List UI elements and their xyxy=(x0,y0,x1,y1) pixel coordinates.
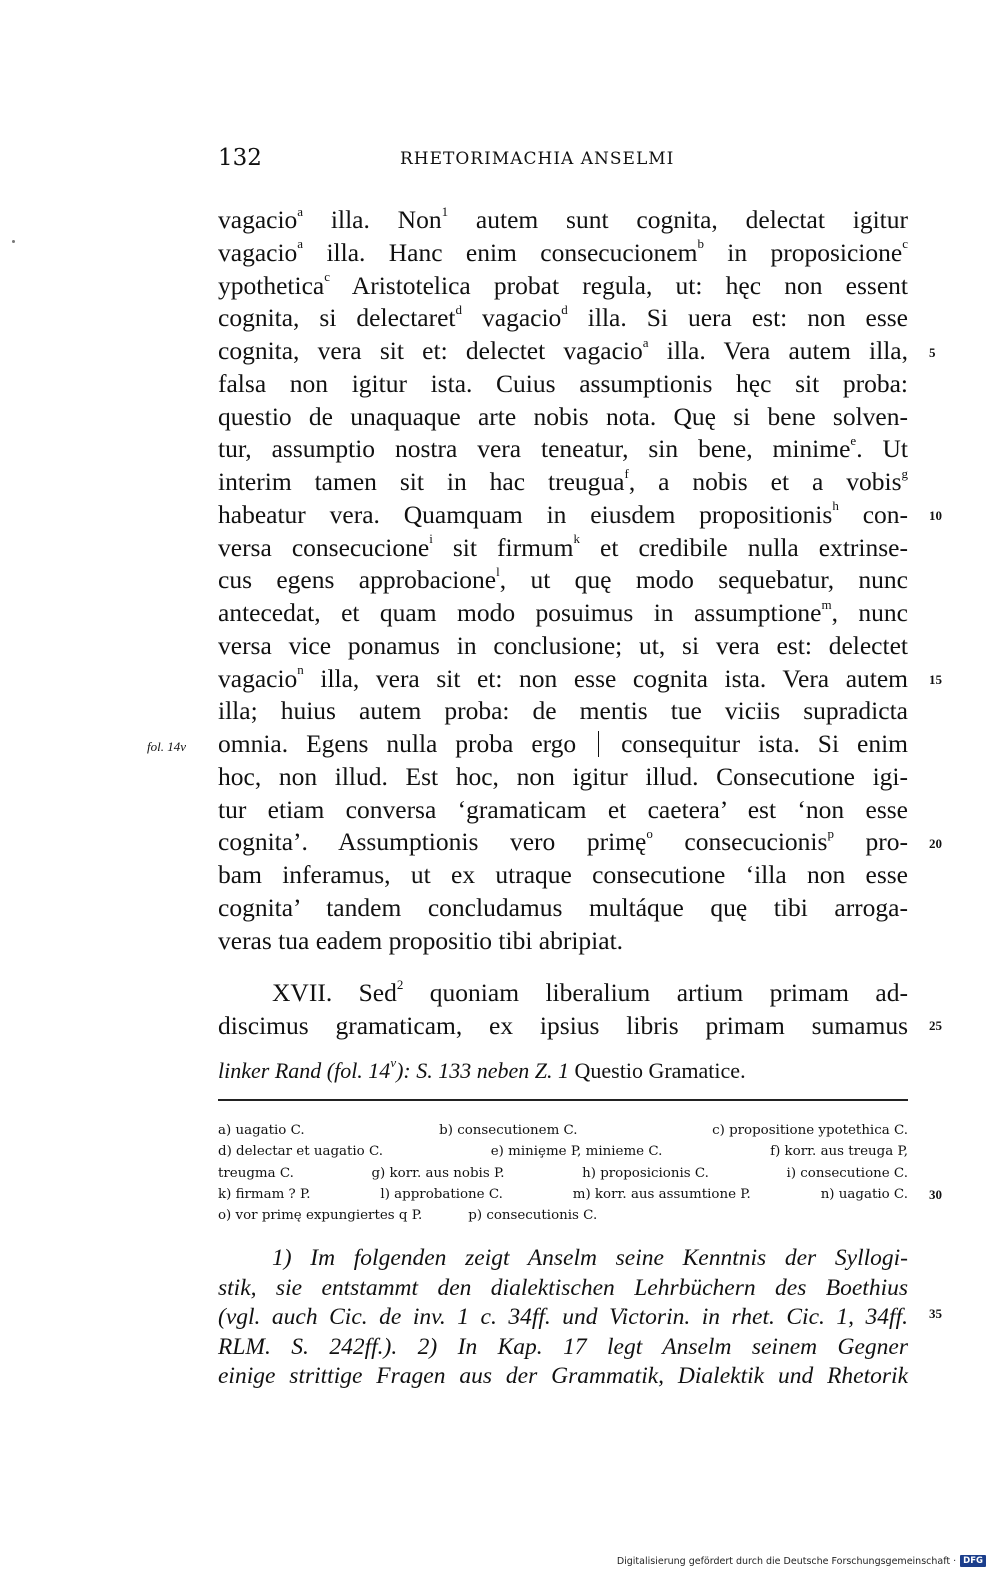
text-segment: cognita, vera sit et: delectet vagacio xyxy=(218,336,643,365)
line-number: 35 xyxy=(929,1306,942,1321)
line-number: 15 xyxy=(929,672,942,687)
text-line xyxy=(272,977,908,1009)
text-line xyxy=(218,401,908,433)
text-line xyxy=(218,335,908,367)
apparatus-entry: l) approbatione C. xyxy=(380,1186,503,1202)
text-line xyxy=(218,826,908,858)
text-segment: tur etiam conversa ‘gramaticam et caetera’ est ‘non esse xyxy=(218,794,908,824)
margin-note-italic-2: ): S. 133 neben Z. 1 xyxy=(396,1058,570,1083)
note-siglum: a xyxy=(642,334,649,350)
apparatus-row xyxy=(218,1120,908,1141)
text-line xyxy=(218,433,908,465)
note-siglum: o xyxy=(646,825,653,841)
text-segment: omnia. Egens nulla proba ergo xyxy=(218,729,595,758)
text-segment: cus egens approbacione xyxy=(218,565,497,595)
line-number: 10 xyxy=(929,508,942,523)
apparatus-entry: c) propositione ypotethica C. xyxy=(712,1123,908,1138)
note-siglum: n xyxy=(297,662,304,677)
apparatus-entry: k) firmam ? P. xyxy=(218,1186,311,1202)
text-segment: hoc, non illud. Est hoc, non igitur illud. Consecutione igi- xyxy=(218,761,908,791)
dfg-logo: DFG xyxy=(960,1555,986,1567)
note-siglum: a xyxy=(297,203,304,219)
text-line xyxy=(218,597,908,629)
text-line xyxy=(218,1010,908,1042)
note-siglum: m xyxy=(821,596,832,612)
text-line xyxy=(218,761,908,793)
text-segment: et credibile nulla extrinse- xyxy=(580,532,908,562)
running-title: RHETORIMACHIA ANSELMI xyxy=(400,149,675,169)
text-line xyxy=(218,728,908,760)
apparatus-entry: e) miniȩme P, minieme C. xyxy=(490,1144,663,1160)
text-segment: versa vice ponamus in conclusione; ut, si vera est: delectet xyxy=(218,630,908,660)
note-siglum: d xyxy=(455,301,463,317)
apparatus-entry: g) korr. aus nobis P. xyxy=(371,1165,505,1181)
text-segment: XVII. Sed xyxy=(272,978,397,1007)
apparatus-row xyxy=(218,1184,908,1205)
note-siglum: d xyxy=(561,301,568,317)
text-line xyxy=(218,466,908,498)
apparatus-row xyxy=(218,1141,908,1162)
text-segment: antecedat, et quam modo posuimus in assumptione xyxy=(218,598,822,627)
note-siglum: h xyxy=(832,498,839,514)
text-line xyxy=(218,695,908,727)
text-segment: quoniam liberalium artium primam ad- xyxy=(403,978,908,1007)
apparatus-entry: i) consecutione C. xyxy=(786,1165,908,1181)
apparatus-entry: b) consecutionem C. xyxy=(439,1123,578,1138)
note-siglum: k xyxy=(573,531,580,546)
text-line xyxy=(218,204,908,236)
text-segment: vagacio xyxy=(218,237,298,267)
text-segment: illa. Hanc enim consecucionem xyxy=(303,237,698,267)
text-segment: autem sunt cognita, delectat igitur xyxy=(448,205,908,234)
text-segment: illa; huius autem proba: de mentis tue viciis supradicta xyxy=(218,696,908,726)
footnote-line: (vgl. auch Cic. de inv. 1 c. 34ff. und Victorin. in rhet. Cic. 1, 34ff. xyxy=(218,1304,908,1330)
text-segment: cognita’ tandem concludamus multáque quę tibi arroga- xyxy=(218,892,908,922)
text-segment: sit firmum xyxy=(432,532,574,562)
note-siglum: g xyxy=(901,465,909,481)
text-segment: , nunc xyxy=(831,598,908,627)
credit-text: Digitalisierung gefördert durch die Deutsche Forschungsgemeinschaft · xyxy=(616,1555,957,1567)
text-segment: vagacio xyxy=(462,303,562,333)
apparatus-entry: n) uagatio C. xyxy=(820,1186,908,1202)
text-segment: tur, assumptio nostra vera teneatur, sin bene, minime xyxy=(218,434,851,464)
footnote-line: 1) Im folgenden zeigt Anselm seine Kenntnis der Syllogi- xyxy=(272,1245,908,1271)
scan-speck xyxy=(12,240,15,243)
text-segment: questio de unaquaque arte nobis nota. Quę si bene solven- xyxy=(218,401,908,431)
text-segment: discimus gramaticam, ex ipsius libris primam sumamus xyxy=(218,1010,908,1040)
note-siglum: f xyxy=(624,465,629,481)
note-siglum: l xyxy=(496,563,500,579)
text-line xyxy=(218,859,908,891)
note-siglum: 1 xyxy=(441,203,449,219)
text-line xyxy=(218,499,908,531)
text-segment: illa, vera sit et: non esse cognita ista. Vera autem xyxy=(303,663,908,693)
text-segment: Aristotelica probat regula, ut: hęc non essent xyxy=(330,270,908,300)
margin-note xyxy=(218,1056,908,1086)
apparatus-entry: treugma C. xyxy=(218,1165,294,1181)
line-number: 5 xyxy=(929,345,936,360)
text-segment: vagacio xyxy=(218,663,298,693)
text-segment: in proposicione xyxy=(703,237,903,267)
text-segment: versa consecucione xyxy=(218,532,430,562)
note-siglum: a xyxy=(297,236,304,252)
text-line xyxy=(218,892,908,924)
apparatus-rule xyxy=(218,1099,908,1101)
text-segment: pro- xyxy=(833,827,908,857)
folio-break-mark xyxy=(598,731,599,757)
margin-note-italic: linker Rand (fol. 14 xyxy=(218,1058,391,1083)
text-line xyxy=(218,532,908,564)
text-segment: cognita, si delectaret xyxy=(218,303,456,333)
text-line xyxy=(218,925,908,957)
apparatus-row xyxy=(218,1163,908,1184)
apparatus-entry: d) delectar et uagatio C. xyxy=(218,1144,384,1160)
line-number: 20 xyxy=(929,836,942,851)
text-segment: falsa non igitur ista. Cuius assumptionis hęc sit proba: xyxy=(218,368,908,398)
note-siglum: e xyxy=(850,432,857,448)
footnote-line: stik, sie entstammt den dialektischen Lehrbüchern des Boethius xyxy=(218,1274,908,1301)
apparatus-entry: a) uagatio C. xyxy=(218,1123,305,1138)
folio-marker: fol. 14v xyxy=(147,739,186,754)
text-line xyxy=(218,663,908,695)
digitization-credit xyxy=(617,1555,986,1567)
note-siglum: c xyxy=(902,236,908,252)
apparatus-row xyxy=(218,1205,908,1226)
text-segment: , a nobis et a vobis xyxy=(628,467,902,496)
line-number: 25 xyxy=(929,1018,942,1033)
text-segment: , ut quę modo sequebatur, nunc xyxy=(499,565,908,595)
margin-note-sup: v xyxy=(390,1054,397,1070)
text-segment: vagacio xyxy=(218,205,298,234)
note-siglum: 2 xyxy=(396,976,404,992)
text-segment: illa. Non xyxy=(303,205,442,234)
text-segment: habeatur vera. Quamquam in eiusdem propositionis xyxy=(218,499,833,529)
text-segment: veras tua eadem propositio tibi abripiat. xyxy=(218,925,624,955)
margin-note-roman: Questio Gramatice. xyxy=(569,1058,746,1083)
text-segment: bam inferamus, ut ex utraque consecutione ‘illa non esse xyxy=(218,860,908,889)
footnote-line: RLM. S. 242ff.). 2) In Kap. 17 legt Anselm seinem Gegner xyxy=(218,1333,908,1360)
text-line xyxy=(218,270,908,302)
apparatus-entry: f) korr. aus treuga P, xyxy=(770,1144,908,1160)
text-line xyxy=(218,564,908,596)
line-number: 30 xyxy=(929,1187,942,1202)
note-siglum: p xyxy=(827,825,834,841)
text-segment: illa. Si uera est: non esse xyxy=(567,303,908,333)
apparatus-entry: p) consecutionis C. xyxy=(468,1208,598,1224)
text-line xyxy=(218,794,908,826)
apparatus-entry: o) vor primę expungiertes q P. xyxy=(218,1208,423,1224)
text-segment: consecucionis xyxy=(652,827,828,857)
page-number: 132 xyxy=(218,145,262,171)
footnote-line: einige strittige Fragen aus der Grammatik, Dialektik und Rhetorik xyxy=(218,1363,908,1389)
text-segment: . Ut xyxy=(856,434,909,464)
text-segment: consequitur ista. Si enim xyxy=(603,729,908,758)
text-segment: con- xyxy=(838,499,909,529)
note-siglum: i xyxy=(429,531,433,546)
text-line xyxy=(218,302,908,334)
text-segment: interim tamen sit in hac treugua xyxy=(218,467,625,496)
text-segment: illa. Vera autem illa, xyxy=(648,336,908,365)
text-line xyxy=(218,237,908,269)
note-siglum: b xyxy=(697,236,704,252)
note-siglum: c xyxy=(324,269,330,284)
text-segment: cognita’. Assumptionis vero primę xyxy=(218,827,647,857)
text-segment: ypothetica xyxy=(218,270,325,300)
apparatus-entry: m) korr. aus assumtione P. xyxy=(572,1186,751,1202)
text-line xyxy=(218,368,908,400)
page-header xyxy=(218,145,908,181)
text-line xyxy=(218,630,908,662)
apparatus-entry: h) proposicionis C. xyxy=(582,1165,709,1181)
